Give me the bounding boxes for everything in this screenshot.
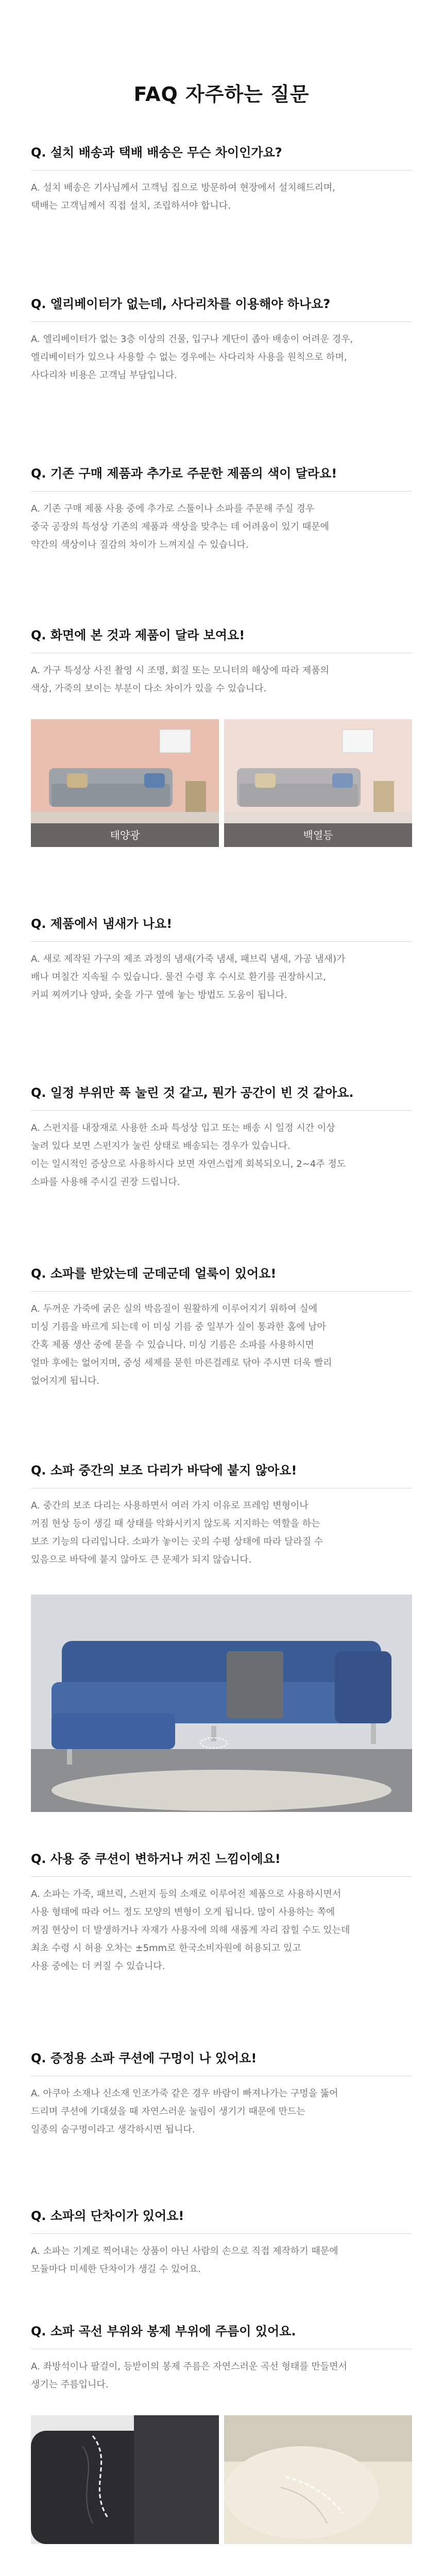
answer-line: 택배는 고객님께서 직접 설치, 조립하셔야 합니다. <box>31 200 231 211</box>
faq-item <box>31 1462 412 1851</box>
faq-item <box>31 2323 412 2576</box>
faq-question: Q. 엘리베이터가 없는데, 사다리차를 이용해야 하나요? <box>31 297 331 311</box>
faq-answer <box>31 2358 412 2394</box>
divider <box>31 170 412 171</box>
answer-line: A. 설치 배송은 기사님께서 고객님 집으로 방문하여 현장에서 설치해드리며, <box>31 182 335 193</box>
faq-answer <box>31 500 412 554</box>
page-title: FAQ 자주하는 질문 <box>133 83 310 106</box>
divider <box>31 1876 412 1877</box>
faq-question: Q. 소파 중간의 보조 다리가 바닥에 붙지 않아요! <box>31 1463 297 1478</box>
answer-line: 엘리베이터가 있으나 사용할 수 없는 경우에는 사다리차 사용을 원칙으로 하며, <box>31 352 347 363</box>
answer-line: A. 새로 제작된 가구의 제조 과정의 냄새(가죽 냄새, 패브릭 냄새, 가공 냄새)가 <box>31 954 346 964</box>
faq-answer <box>31 950 412 1004</box>
answer-line: 눌려 있다 보면 스펀지가 눌린 상태로 배송되는 경우가 있습니다. <box>31 1141 291 1151</box>
answer-line: 중국 공장의 특성상 기존의 제품과 색상을 맞추는 데 어려움이 있기 때문에 <box>31 521 329 532</box>
answer-line: 소파를 사용해 주시길 권장 드립니다. <box>31 1177 180 1188</box>
answer-line: A. 아쿠아 소재나 신소재 인조가죽 같은 경우 바람이 빠져나가는 구멍을 뚫어 <box>31 2088 338 2099</box>
answer-line: 보조 기능의 다리입니다. 소파가 놓이는 곳의 수평 상태에 따라 달라질 수 <box>31 1536 323 1547</box>
faq-item <box>31 1851 412 2050</box>
answer-line: A. 좌방석이나 팔걸이, 등받이의 봉제 주름은 자연스러운 곡선 형태를 만들면서 <box>31 2361 347 2372</box>
answer-line: 얼마 후에는 없어지며, 중성 세제를 묻힌 마른걸레로 닦아 주시면 더욱 빨리 <box>31 1358 332 1368</box>
caption-sunlight: 태양광 <box>31 823 219 847</box>
caption-incandescent: 백열등 <box>224 823 412 847</box>
faq-answer <box>31 1885 412 1975</box>
answer-line: 드리며 쿠션에 기대셨을 때 자연스러운 눌림이 생기기 때문에 만드는 <box>31 2106 305 2117</box>
faq-answer <box>31 1119 412 1191</box>
faq-question: Q. 소파의 단차이가 있어요! <box>31 2209 184 2223</box>
wrinkle-images <box>31 2415 412 2544</box>
answer-line: 꺼짐 현상 등이 생길 때 상태를 악화시키지 않도록 지지하는 역할을 하는 <box>31 1518 320 1529</box>
answer-line: 없어지게 됩니다. <box>31 1376 100 1386</box>
answer-line: 생기는 주름입니다. <box>31 2379 109 2390</box>
answer-line: 모듈마다 미세한 단차이가 생길 수 있어요. <box>31 2264 201 2275</box>
dark-sofa-seam-photo <box>31 2415 219 2544</box>
faq-item <box>31 916 412 1084</box>
faq-item <box>31 465 412 627</box>
blue-sofa-illustration <box>31 1595 412 1812</box>
dark-sofa-illustration <box>31 2415 219 2544</box>
faq-question: Q. 소파 곡선 부위와 봉제 부위에 주름이 있어요. <box>31 2324 296 2338</box>
faq-item <box>31 627 412 916</box>
divider <box>31 321 412 322</box>
answer-line: 이는 일시적인 증상으로 사용하시다 보면 자연스럽게 회복되오니, 2~4주 정도 <box>31 1159 346 1170</box>
faq-item <box>31 296 412 465</box>
answer-line: A. 중간의 보조 다리는 사용하면서 여러 가지 이유로 프레임 변형이나 <box>31 1500 309 1511</box>
divider <box>31 2233 412 2234</box>
faq-item <box>31 2208 412 2323</box>
beige-sofa-illustration <box>224 2415 412 2544</box>
answer-line: 꺼짐 현상이 더 발생하거나 자재가 사용자에 의해 새롭게 자리 잡힐 수도 있는데 <box>31 1925 350 1936</box>
answer-line: 커피 찌꺼기나 양파, 숯을 가구 옆에 놓는 방법도 도움이 됩니다. <box>31 990 287 1001</box>
faq-question: Q. 설치 배송과 택배 배송은 무슨 차이인가요? <box>31 145 282 160</box>
faq-answer <box>31 1300 412 1390</box>
divider <box>31 1110 412 1111</box>
faq-answer <box>31 330 412 384</box>
answer-line: A. 소파는 기계로 찍어내는 상품이 아닌 사람의 손으로 직접 제작하기 때문에 <box>31 2246 338 2257</box>
sofa-photo-incandescent <box>224 719 412 847</box>
answer-line: 색상, 가죽의 보이는 부분이 다소 차이가 있을 수 있습니다. <box>31 683 267 694</box>
answer-line: A. 스펀지를 내장재로 사용한 소파 특성상 입고 또는 배송 시 일정 시간 이상 <box>31 1123 335 1133</box>
faq-question: Q. 사용 중 쿠션이 변하거나 꺼진 느낌이에요! <box>31 1852 281 1866</box>
beige-sofa-seam-photo <box>224 2415 412 2544</box>
faq-answer <box>31 2242 412 2278</box>
comparison-images <box>31 719 412 847</box>
faq-item <box>31 1084 412 1265</box>
sofa-photo-sunlight <box>31 719 219 847</box>
faq-question: Q. 화면에 본 것과 제품이 달라 보여요! <box>31 628 245 642</box>
faq-question: Q. 소파를 받았는데 군데군데 얼룩이 있어요! <box>31 1266 277 1281</box>
faq-item <box>31 144 412 296</box>
faq-answer <box>31 1497 412 1569</box>
answer-line: A. 엘리베이터가 없는 3층 이상의 건물, 입구나 계단이 좁아 배송이 어려운 경우, <box>31 334 353 345</box>
faq-answer <box>31 2084 412 2139</box>
divider <box>31 491 412 492</box>
divider <box>31 941 412 942</box>
faq-question: Q. 제품에서 냄새가 나요! <box>31 917 173 931</box>
divider <box>31 1291 412 1292</box>
answer-line: 사용 형태에 따라 어느 정도 모양의 변형이 오게 됩니다. 많이 사용하는 쪽에 <box>31 1907 335 1918</box>
faq-answer <box>31 179 412 215</box>
answer-line: A. 기존 구매 제품 사용 중에 추가로 스툴이나 소파를 주문해 주실 경우 <box>31 503 315 514</box>
answer-line: 미싱 기름을 바르게 되는데 이 미싱 기름 중 일부가 실이 통과한 홈에 남아 <box>31 1321 326 1332</box>
faq-answer <box>31 662 412 698</box>
answer-line: 간혹 제품 생산 중에 묻을 수 있습니다. 미싱 기름은 소파를 사용하시면 <box>31 1340 314 1350</box>
answer-line: 약간의 색상이나 질감의 차이가 느껴지실 수 있습니다. <box>31 539 249 550</box>
answer-line: 사용 중에는 더 커질 수 있습니다. <box>31 1961 165 1972</box>
answer-line: 최초 수령 시 허용 오차는 ±5mm로 한국소비자원에 허용되고 있고 <box>31 1943 301 1954</box>
answer-line: 일종의 숨구멍이라고 생각하시면 됩니다. <box>31 2124 195 2135</box>
answer-line: 사다리차 비용은 고객님 부담입니다. <box>31 370 177 381</box>
answer-line: A. 두꺼운 가죽에 굵은 실의 박음질이 원활하게 이루어지기 위하여 실에 <box>31 1303 318 1314</box>
faq-question: Q. 기존 구매 제품과 추가로 주문한 제품의 색이 달라요! <box>31 466 337 481</box>
answer-line: 있음으로 바닥에 붙지 않아도 큰 문제가 되지 않습니다. <box>31 1554 252 1565</box>
answer-line: A. 가구 특성상 사진 촬영 시 조명, 회질 또는 모니터의 해상에 따라 제품의 <box>31 665 329 676</box>
faq-question: Q. 일정 부위만 푹 눌린 것 같고, 뭔가 공간이 빈 것 같아요. <box>31 1086 354 1100</box>
answer-line: A. 소파는 가죽, 패브릭, 스펀지 등의 소재로 이루어진 제품으로 사용하시면서 <box>31 1889 342 1900</box>
answer-line: 배나 며칠간 지속될 수 있습니다. 물건 수령 후 수시로 환기를 권장하시고, <box>31 972 326 982</box>
faq-item <box>31 1265 412 1462</box>
blue-sofa-photo <box>31 1595 412 1812</box>
faq-item <box>31 2050 412 2208</box>
faq-question: Q. 증정용 소파 쿠션에 구멍이 나 있어요! <box>31 2051 257 2065</box>
